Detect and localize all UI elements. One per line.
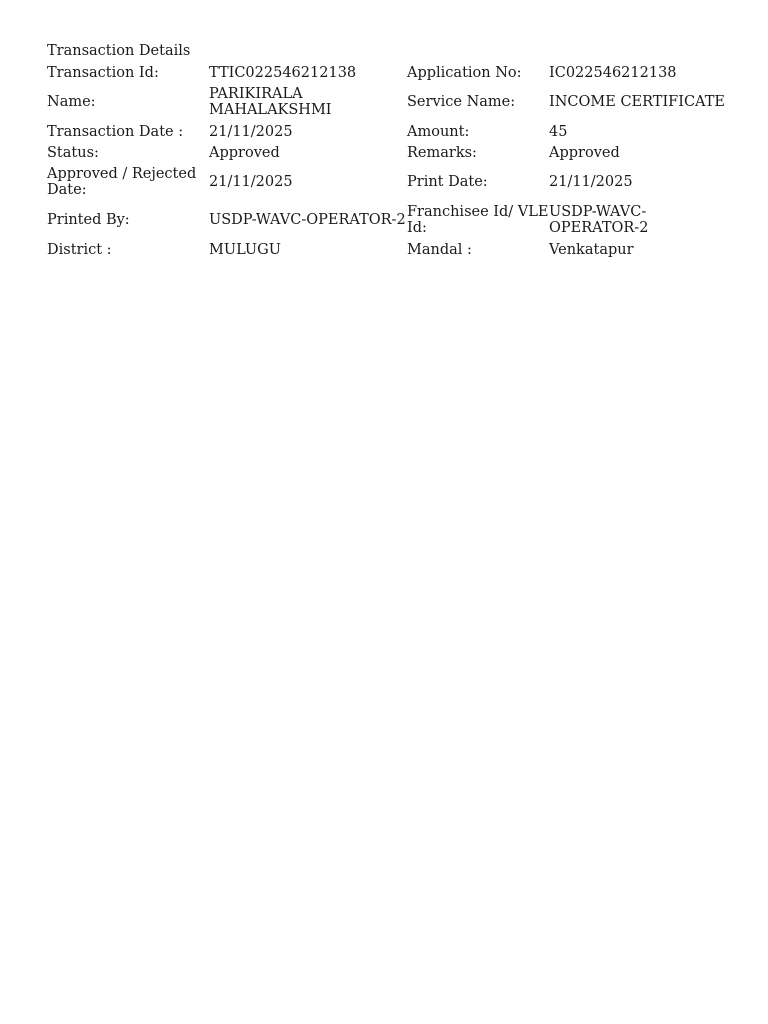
- printed-by-value: USDP-WAVC-OPERATOR-2: [209, 212, 406, 228]
- approved-rejected-date-value: 21/11/2025: [209, 174, 293, 190]
- district-value: MULUGU: [209, 241, 281, 258]
- table-row: [47, 239, 727, 260]
- transaction-date-label: Transaction Date :: [47, 123, 184, 140]
- service-name-value: INCOME CERTIFICATE: [549, 94, 725, 110]
- name-label: Name:: [47, 94, 96, 110]
- district-label: District :: [47, 241, 112, 258]
- mandal-label: Mandal :: [407, 241, 472, 258]
- table-row: [47, 83, 727, 121]
- transaction-id-label: Transaction Id:: [47, 64, 159, 81]
- amount-value: 45: [549, 123, 568, 140]
- print-date-label: Print Date:: [407, 174, 488, 190]
- approved-rejected-date-label: Approved / Rejected Date:: [47, 166, 197, 198]
- amount-label: Amount:: [407, 123, 470, 140]
- table-row: [47, 201, 727, 239]
- name-value: PARIKIRALA MAHALAKSHMI: [209, 86, 332, 118]
- table-row: [47, 142, 727, 163]
- franchisee-id-value: USDP-WAVC-OPERATOR-2: [549, 204, 649, 236]
- printed-by-label: Printed By:: [47, 212, 130, 228]
- table-row: [47, 62, 727, 83]
- print-date-value: 21/11/2025: [549, 174, 633, 190]
- application-no-value: IC022546212138: [549, 64, 677, 81]
- remarks-label: Remarks:: [407, 144, 477, 161]
- application-no-label: Application No:: [407, 64, 522, 81]
- mandal-value: Venkatapur: [549, 241, 634, 258]
- table-row: [47, 163, 727, 201]
- transaction-details-document: [47, 42, 727, 260]
- transaction-id-value: TTIC022546212138: [209, 64, 357, 81]
- transaction-details-table: [47, 62, 727, 260]
- remarks-value: Approved: [549, 144, 620, 161]
- status-value: Approved: [209, 144, 280, 161]
- status-label: Status:: [47, 144, 99, 161]
- document-heading: Transaction Details: [47, 43, 191, 59]
- franchisee-id-label: Franchisee Id/ VLE Id:: [407, 204, 549, 236]
- table-row: [47, 121, 727, 142]
- service-name-label: Service Name:: [407, 94, 516, 110]
- transaction-date-value: 21/11/2025: [209, 123, 293, 140]
